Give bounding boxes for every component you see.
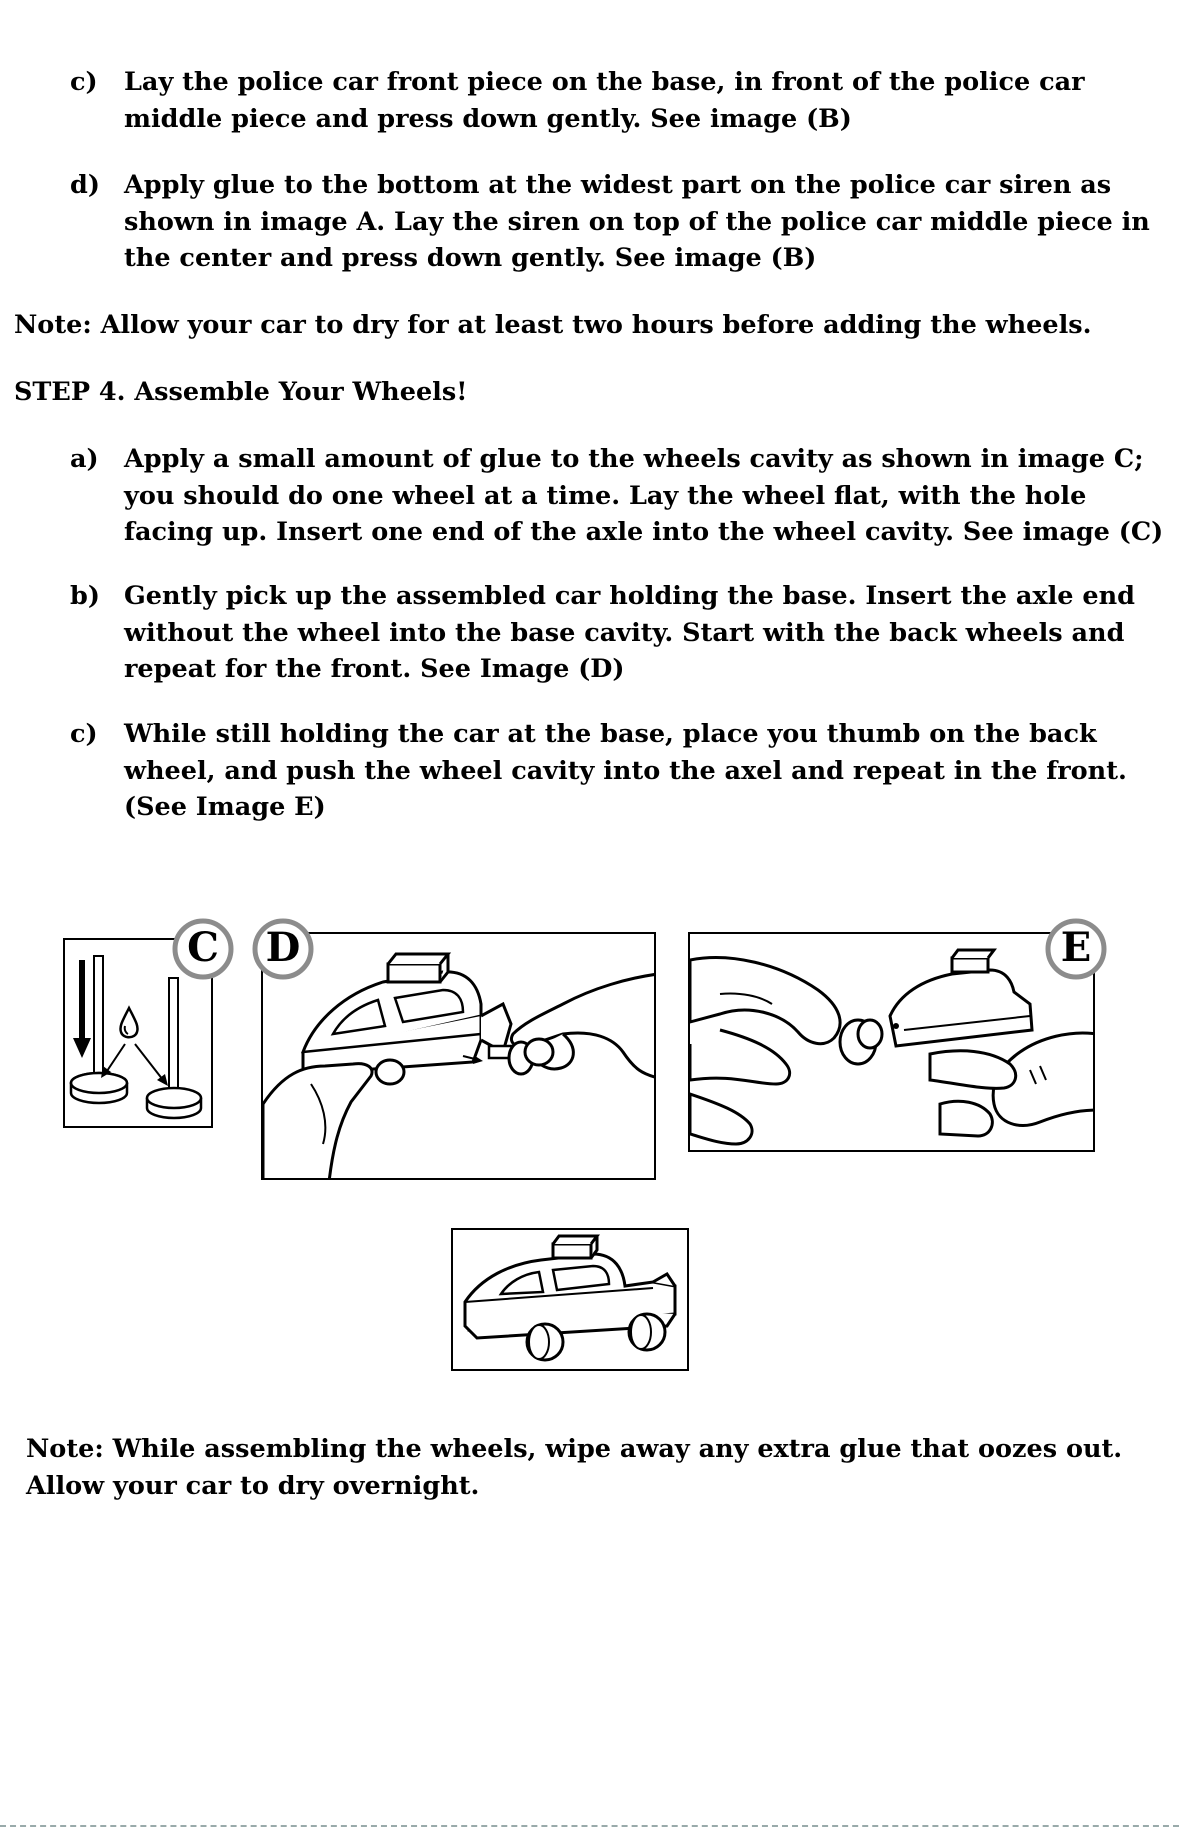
instruction-line: repeat for the front. See Image (D)	[124, 654, 625, 684]
badge-letter-d: D	[265, 924, 301, 971]
figure-e-push-wheel	[688, 932, 1095, 1152]
figure-finished-car	[451, 1228, 689, 1371]
item-marker: d)	[70, 170, 100, 200]
step4-heading: STEP 4. Assemble Your Wheels!	[14, 377, 468, 407]
note-final	[26, 1431, 1122, 1504]
note-dry-time: Note: Allow your car to dry for at least two hours before adding the wheels.	[14, 310, 1092, 340]
badge-letter-c: C	[187, 924, 219, 971]
instruction-line: Lay the police car front piece on the base, in front of the police car	[124, 67, 1085, 97]
badge-d	[252, 918, 314, 980]
note-final-line: Note: While assembling the wheels, wipe away any extra glue that oozes out.	[26, 1434, 1123, 1464]
instruction-line: shown in image A. Lay the siren on top of the police car middle piece in	[124, 206, 1150, 237]
instruction-line: the center and press down gently. See image (B)	[124, 243, 817, 273]
instruction-line: wheel, and push the wheel cavity into the axel and repeat in the front.	[124, 755, 1127, 786]
item-marker: a)	[70, 444, 99, 474]
instruction-line: you should do one wheel at a time. Lay the wheel flat, with the hole	[124, 480, 1087, 511]
instruction-line: Apply glue to the bottom at the widest part on the police car siren as	[124, 170, 1112, 200]
figure-d-insert-axle	[261, 932, 656, 1180]
instruction-line: Apply a small amount of glue to the wheels cavity as shown in image C;	[124, 444, 1144, 474]
item-marker: b)	[70, 581, 100, 611]
badge-e	[1045, 918, 1107, 980]
instruction-line: Gently pick up the assembled car holding the base. Insert the axle end	[124, 581, 1135, 611]
instruction-line: (See Image E)	[124, 792, 326, 822]
item-marker: c)	[70, 67, 98, 97]
badge-c	[172, 918, 234, 980]
instruction-line: facing up. Insert one end of the axle into the wheel cavity. See image (C)	[124, 517, 1164, 547]
instruction-line: While still holding the car at the base, place you thumb on the back	[124, 719, 1097, 749]
badge-letter-e: E	[1060, 924, 1092, 971]
item-marker: c)	[70, 719, 98, 749]
push-wheel-illustration	[690, 934, 1095, 1152]
instruction-line: without the wheel into the base cavity. Start with the back wheels and	[124, 617, 1125, 648]
insert-axle-illustration	[263, 934, 656, 1180]
note-final-line: Allow your car to dry overnight.	[26, 1470, 480, 1501]
finished-car-illustration	[453, 1230, 689, 1371]
instruction-line: middle piece and press down gently. See image (B)	[124, 103, 852, 134]
page-bottom-rule	[0, 1825, 1179, 1827]
